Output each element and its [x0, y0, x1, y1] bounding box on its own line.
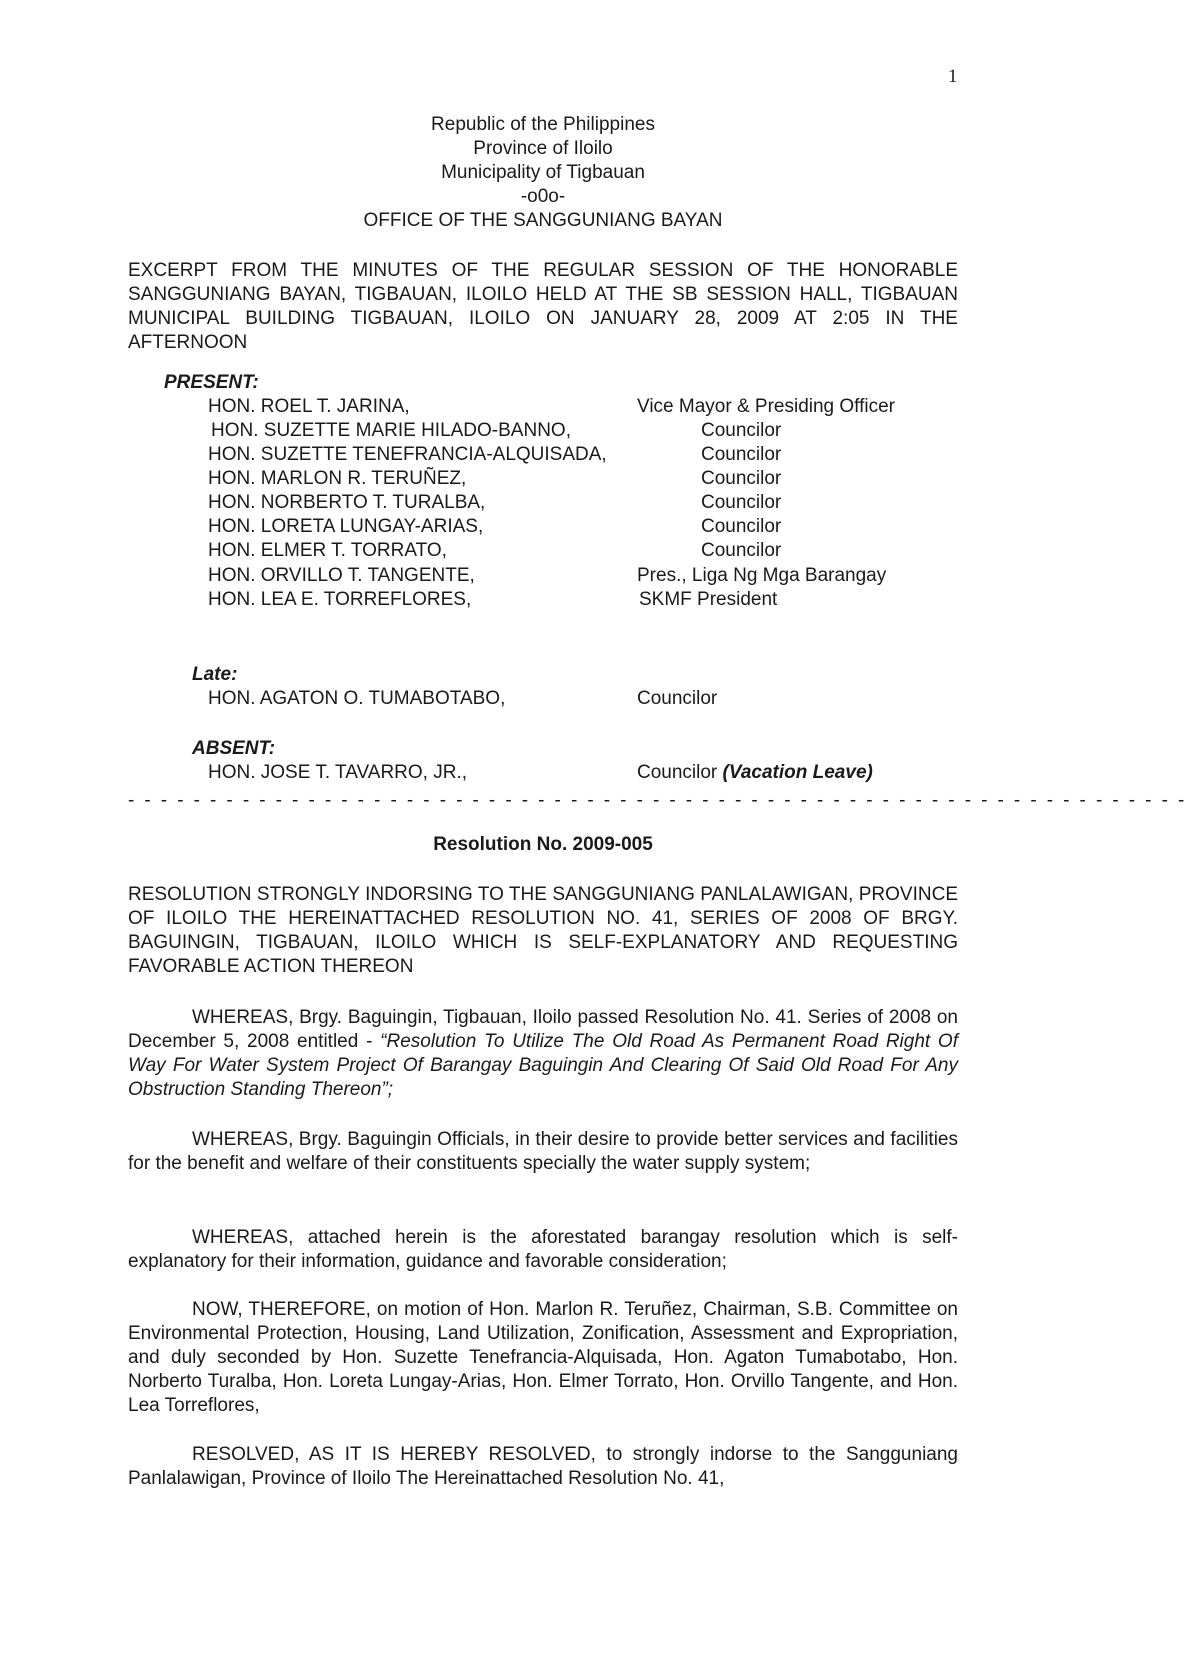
attendee-name: HON. ORVILLO T. TANGENTE,: [208, 565, 475, 586]
resolution-title: RESOLUTION STRONGLY INDORSING TO THE SANGGUNIANG PANLALAWIGAN, PROVINCE OF ILOILO THE HEREINATTACHED RESOLUTION NO. 41, SERIES OF 2008 OF BRGY. BAGUINGIN, TIGBAUAN, ILOILO WHICH IS SELF-EXPLANATORY AND REQUESTING FAVORABLE ACTION THEREON: [128, 884, 958, 977]
attendee-name: HON. MARLON R. TERUÑEZ,: [208, 468, 467, 489]
absent-note: (Vacation Leave): [722, 762, 873, 783]
attendee-row: [0, 589, 1088, 613]
attendee-row: [0, 565, 1088, 589]
attendee-name: HON. ELMER T. TORRATO,: [208, 540, 447, 561]
header-ornament: -o0o-: [520, 186, 566, 207]
absent-role: Councilor: [637, 762, 718, 783]
attendee-name: HON. AGATON O. TUMABOTABO,: [208, 688, 506, 709]
absent-label: ABSENT:: [192, 738, 276, 759]
late-row: [0, 688, 1088, 712]
page-number: 1: [948, 66, 958, 87]
late-label: Late:: [192, 664, 238, 685]
separator-line: - - - - - - - - - - - - - - - - - - - - - - - - - - - - - - - - - - - - - - - - - - - - - - - - - - - - - - - - - - - - - - - - -: [128, 790, 1187, 811]
attendee-role: Vice Mayor & Presiding Officer: [637, 396, 896, 417]
attendee-name: HON. JOSE T. TAVARRO, JR.,: [208, 762, 468, 783]
excerpt-paragraph: EXCERPT FROM THE MINUTES OF THE REGULAR SESSION OF THE HONORABLE SANGGUNIANG BAYAN, TIGBAUAN, ILOILO HELD AT THE SB SESSION HALL, TIGBAUAN MUNICIPAL BUILDING TIGBAUAN, ILOILO ON JANUARY 28, 2009 AT 2:05 IN THE AFTERNOON: [128, 260, 958, 353]
attendee-role: SKMF President: [639, 589, 778, 610]
header-province: Province of Iloilo: [473, 138, 613, 159]
attendee-row: [0, 444, 1088, 468]
attendee-name: HON. LORETA LUNGAY-ARIAS,: [208, 516, 484, 537]
attendee-row: [0, 468, 1088, 492]
whereas-paragraph-2: WHEREAS, Brgy. Baguingin Officials, in their desire to provide better services and facilities for the benefit and welfare of their constituents specially the water supply system;: [128, 1129, 958, 1174]
whereas-1-quote: “Resolution To Utilize The Old Road As Permanent Road Right Of Way For Water System Project Of Barangay Baguingin And Clearing Of Said Old Road For Any Obstruction Standing Thereon”;: [128, 1031, 958, 1100]
present-label: PRESENT:: [164, 372, 259, 393]
resolved-paragraph: RESOLVED, AS IT IS HEREBY RESOLVED, to strongly indorse to the Sangguniang Panlalawigan, Province of Iloilo The Hereinattached Resolution No. 41,: [128, 1444, 958, 1489]
resolution-number: Resolution No. 2009-005: [433, 834, 653, 855]
attendee-role: Pres., Liga Ng Mga Barangay: [637, 565, 887, 586]
absent-row: [0, 762, 1088, 786]
whereas-paragraph-3: WHEREAS, attached herein is the aforestated barangay resolution which is self-explanatory for their information, guidance and favorable consideration;: [128, 1227, 958, 1272]
attendee-role: Councilor: [701, 492, 782, 513]
header-office: OFFICE OF THE SANGGUNIANG BAYAN: [363, 210, 723, 231]
attendee-role: Councilor: [701, 540, 782, 561]
attendee-row: [0, 492, 1088, 516]
attendee-name: HON. LEA E. TORREFLORES,: [208, 589, 472, 610]
attendee-row: [0, 540, 1088, 564]
attendee-name: HON. SUZETTE MARIE HILADO-BANNO,: [211, 420, 571, 441]
attendee-row: [0, 396, 1088, 420]
attendee-role: Councilor: [701, 516, 782, 537]
header-municipality: Municipality of Tigbauan: [441, 162, 645, 183]
header-republic: Republic of the Philippines: [431, 114, 655, 135]
attendee-name: HON. SUZETTE TENEFRANCIA-ALQUISADA,: [208, 444, 607, 465]
attendee-row: [0, 516, 1088, 540]
attendee-role: [637, 762, 873, 784]
attendee-name: HON. ROEL T. JARINA,: [208, 396, 410, 417]
attendee-role: Councilor: [701, 468, 782, 489]
attendee-name: HON. NORBERTO T. TURALBA,: [208, 492, 486, 513]
attendee-role: Councilor: [701, 444, 782, 465]
whereas-paragraph-1: [128, 1006, 958, 1102]
attendee-row: [0, 420, 1088, 444]
whereas-1-text: WHEREAS, Brgy. Baguingin, Tigbauan, Iloilo passed Resolution No. 41. Series of 2008 on December 5, 2008 entitled -: [128, 1007, 958, 1052]
attendee-role: Councilor: [701, 420, 782, 441]
now-therefore-paragraph: NOW, THEREFORE, on motion of Hon. Marlon R. Teruñez, Chairman, S.B. Committee on Environmental Protection, Housing, Land Utilization, Zonification, Assessment and Expropriation, and duly seconded by Hon. Suzette Tenefrancia-Alquisada, Hon. Agaton Tumabotabo, Hon. Norberto Turalba, Hon. Loreta Lungay-Arias, Hon. Elmer Torrato, Hon. Orvillo Tangente, and Hon. Lea Torreflores,: [128, 1299, 958, 1416]
attendee-role: Councilor: [637, 688, 718, 709]
document-header: [128, 113, 958, 233]
